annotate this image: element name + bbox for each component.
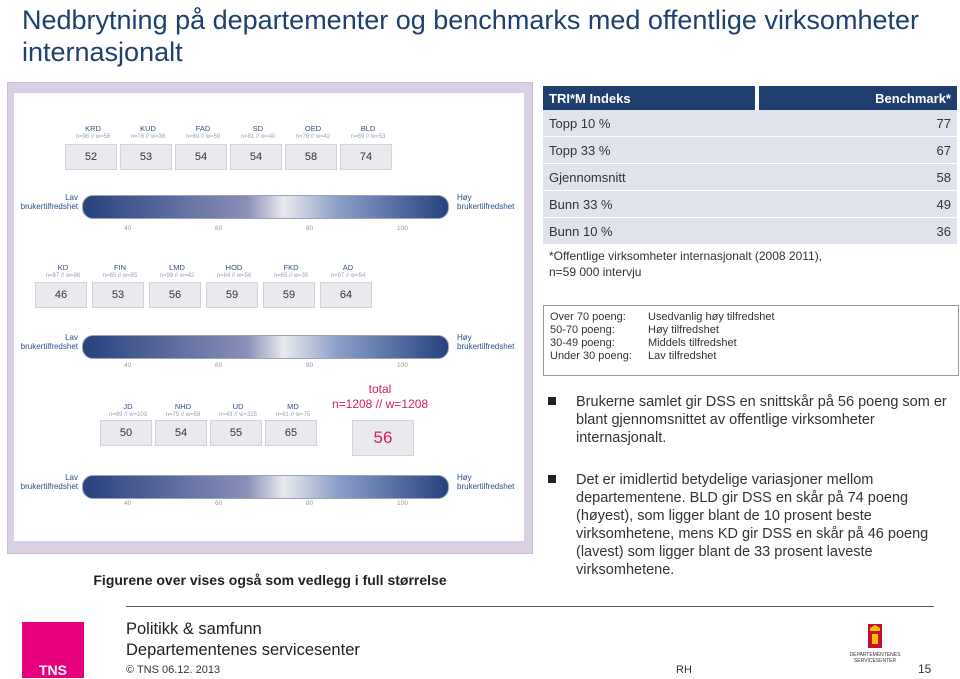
benchmark-label: Gjennomsnitt: [549, 169, 626, 185]
header-benchmark: Benchmark*: [759, 86, 957, 110]
axis-tick-label: 60: [215, 362, 223, 369]
department-count: n=43 // w=325: [218, 412, 258, 418]
department-count: n=69 // w=103: [108, 412, 148, 418]
benchmark-label: Topp 10 %: [549, 115, 611, 131]
department-count: n=65 // w=85: [102, 273, 138, 279]
department-score: 58: [285, 144, 337, 170]
department-count: n=96 // w=56: [75, 134, 111, 140]
department-name: LMD: [169, 263, 185, 272]
department-name: KUD: [140, 124, 156, 133]
department-name: BLD: [360, 124, 376, 133]
department-name: NHD: [174, 402, 192, 411]
bar-label-low: Lav brukertilfredshet: [20, 193, 78, 211]
department-label: [147, 263, 207, 281]
axis-tick-label: 100: [397, 362, 408, 369]
legend-range: 50-70 poeng:: [550, 324, 615, 336]
department-score: 53: [120, 144, 172, 170]
axis-tick-label: 80: [306, 500, 314, 507]
department-name: MD: [287, 402, 299, 411]
department-score: 54: [230, 144, 282, 170]
department-name: SD: [252, 124, 264, 133]
benchmark-value: 67: [936, 142, 951, 158]
department-score: 56: [149, 282, 201, 308]
department-count: n=97 // w=54: [330, 273, 366, 279]
department-name: FAD: [195, 124, 211, 133]
legend-range: 30-49 poeng:: [550, 337, 615, 349]
department-score: 55: [210, 420, 262, 446]
bar-label-high: Høy brukertilfredshet: [457, 333, 515, 351]
bar-label-high: Høy brukertilfredshet: [457, 193, 515, 211]
department-score: 59: [206, 282, 258, 308]
department-name: KD: [57, 263, 69, 272]
axis-tick-label: 80: [306, 362, 314, 369]
department-count: n=76 // w=36: [130, 134, 166, 140]
department-name: FIN: [113, 263, 127, 272]
benchmark-value: 58: [936, 169, 951, 185]
department-label: [118, 124, 178, 142]
benchmark-row: [543, 110, 957, 137]
department-name: AD: [342, 263, 354, 272]
department-score: 59: [263, 282, 315, 308]
department-name: UD: [232, 402, 244, 411]
benchmark-row: [543, 164, 957, 191]
bullet-text: Det er imidlertid betydelige variasjoner mellom departementene. BLD gir DSS en skår på 74 poeng (høyest), som ligger blant de 10 prosent beste virksomhetene, mens KD gir DSS en skår på 46 poeng (lavest) som ligger blant de 33 prosent laveste virksomhetene.: [576, 472, 929, 578]
department-count: n=87 // w=86: [45, 273, 81, 279]
department-score: 50: [100, 420, 152, 446]
benchmark-note-line2: n=59 000 intervju: [549, 265, 642, 279]
axis-tick-label: 40: [124, 362, 132, 369]
bar-label-low: Lav brukertilfredshet: [20, 333, 78, 351]
axis-tick-label: 60: [215, 225, 223, 232]
department-label: [228, 124, 288, 142]
department-count: n=99 // w=42: [159, 273, 195, 279]
department-count: n=61 // w=75: [275, 412, 311, 418]
dep-logo-text: DEPARTEMENTENES SERVICESENTER: [849, 652, 901, 664]
department-label: [90, 263, 150, 281]
brand-line2: Departementenes servicesenter: [126, 641, 360, 659]
legend-row: [544, 324, 958, 337]
department-name: OED: [304, 124, 322, 133]
axis-tick-label: 80: [306, 225, 314, 232]
legend-desc: Lav tilfredshet: [648, 350, 717, 362]
benchmark-header: [543, 86, 957, 110]
department-score: 64: [320, 282, 372, 308]
benchmark-value: 36: [936, 223, 951, 239]
legend-range: Under 30 poeng:: [550, 350, 632, 362]
axis-tick-label: 60: [215, 500, 223, 507]
legend-row: [544, 311, 958, 324]
departementene-logo: [846, 622, 904, 670]
benchmark-note: [549, 248, 949, 280]
department-label: [204, 263, 264, 281]
total-count: n=1208 // w=1208: [331, 397, 429, 411]
satisfaction-bar: [82, 335, 449, 359]
benchmark-row: [543, 218, 957, 245]
footer-brand: [126, 619, 360, 661]
department-label: [153, 402, 213, 420]
legend-row: [544, 337, 958, 350]
department-score: 52: [65, 144, 117, 170]
department-count: n=69 // w=59: [185, 134, 221, 140]
department-label: [33, 263, 93, 281]
department-label: [261, 263, 321, 281]
tns-logo: [22, 622, 84, 678]
axis-tick-label: 100: [397, 500, 408, 507]
page-title: Nedbrytning på departementer og benchmarks med offentlige virksomheter internasjonalt: [22, 5, 919, 67]
department-label: [338, 124, 398, 142]
department-count: n=65 // w=35: [273, 273, 309, 279]
department-count: n=84 // w=56: [216, 273, 252, 279]
legend-desc: Høy tilfredshet: [648, 324, 719, 336]
bullet-text: Brukerne samlet gir DSS en snittskår på 56 poeng som er blant gjennomsnittet av offentlige virksomheter internasjonalt.: [576, 394, 947, 446]
axis-tick-label: 40: [124, 500, 132, 507]
department-name: FKD: [283, 263, 299, 272]
benchmark-row: [543, 191, 957, 218]
legend-range: Over 70 poeng:: [550, 311, 626, 323]
total-title: total: [368, 382, 392, 396]
bullet-square-icon: [548, 397, 556, 405]
satisfaction-bar: [82, 195, 449, 219]
total-label: [310, 382, 450, 412]
bullet-square-icon: [548, 475, 556, 483]
benchmark-label: Bunn 33 %: [549, 196, 613, 212]
legend-desc: Usedvanlig høy tilfredshet: [648, 311, 775, 323]
bullet-item: [548, 471, 953, 579]
department-score: 54: [155, 420, 207, 446]
benchmark-row: [543, 137, 957, 164]
department-name: HOD: [225, 263, 243, 272]
department-name: KRD: [85, 124, 101, 133]
benchmark-value: 77: [936, 115, 951, 131]
department-score: 65: [265, 420, 317, 446]
benchmark-rows: [543, 110, 957, 245]
bar-label-high: Høy brukertilfredshet: [457, 473, 515, 491]
author-initials: RH: [676, 664, 692, 676]
department-label: [283, 124, 343, 142]
score-legend: [543, 305, 959, 376]
footer-divider: [126, 606, 934, 607]
benchmark-label: Topp 33 %: [549, 142, 611, 158]
department-score: 54: [175, 144, 227, 170]
department-label: [98, 402, 158, 420]
total-score: 56: [352, 420, 414, 456]
department-label: [208, 402, 268, 420]
page-number: 15: [918, 662, 932, 676]
department-score: 74: [340, 144, 392, 170]
satisfaction-bar: [82, 475, 449, 499]
department-score: 46: [35, 282, 87, 308]
bar-label-low: Lav brukertilfredshet: [20, 473, 78, 491]
department-label: [63, 124, 123, 142]
tns-logo-text: TNS: [39, 662, 67, 678]
benchmark-note-line1: *Offentlige virksomheter internasjonalt (2008 2011),: [549, 249, 823, 263]
legend-desc: Middels tilfredshet: [648, 337, 737, 349]
brand-line1: Politikk & samfunn: [126, 620, 262, 638]
header-index: TRI*M Indeks: [543, 86, 755, 110]
figure-caption: Figurene over vises også som vedlegg i full størrelse: [93, 572, 447, 588]
benchmark-value: 49: [936, 196, 951, 212]
bullet-item: [548, 393, 953, 447]
department-count: n=81 // w=40: [240, 134, 276, 140]
department-count: n=69 // w=53: [350, 134, 386, 140]
benchmark-table: [543, 86, 957, 245]
legend-row: [544, 350, 958, 363]
department-count: n=75 // w=59: [165, 412, 201, 418]
department-label: [173, 124, 233, 142]
department-name: JD: [123, 402, 133, 411]
department-label: [318, 263, 378, 281]
department-score: 53: [92, 282, 144, 308]
benchmark-label: Bunn 10 %: [549, 223, 613, 239]
copyright: © TNS 06.12. 2013: [126, 664, 221, 676]
department-count: n=78 // w=42: [295, 134, 331, 140]
axis-tick-label: 100: [397, 225, 408, 232]
axis-tick-label: 40: [124, 225, 132, 232]
